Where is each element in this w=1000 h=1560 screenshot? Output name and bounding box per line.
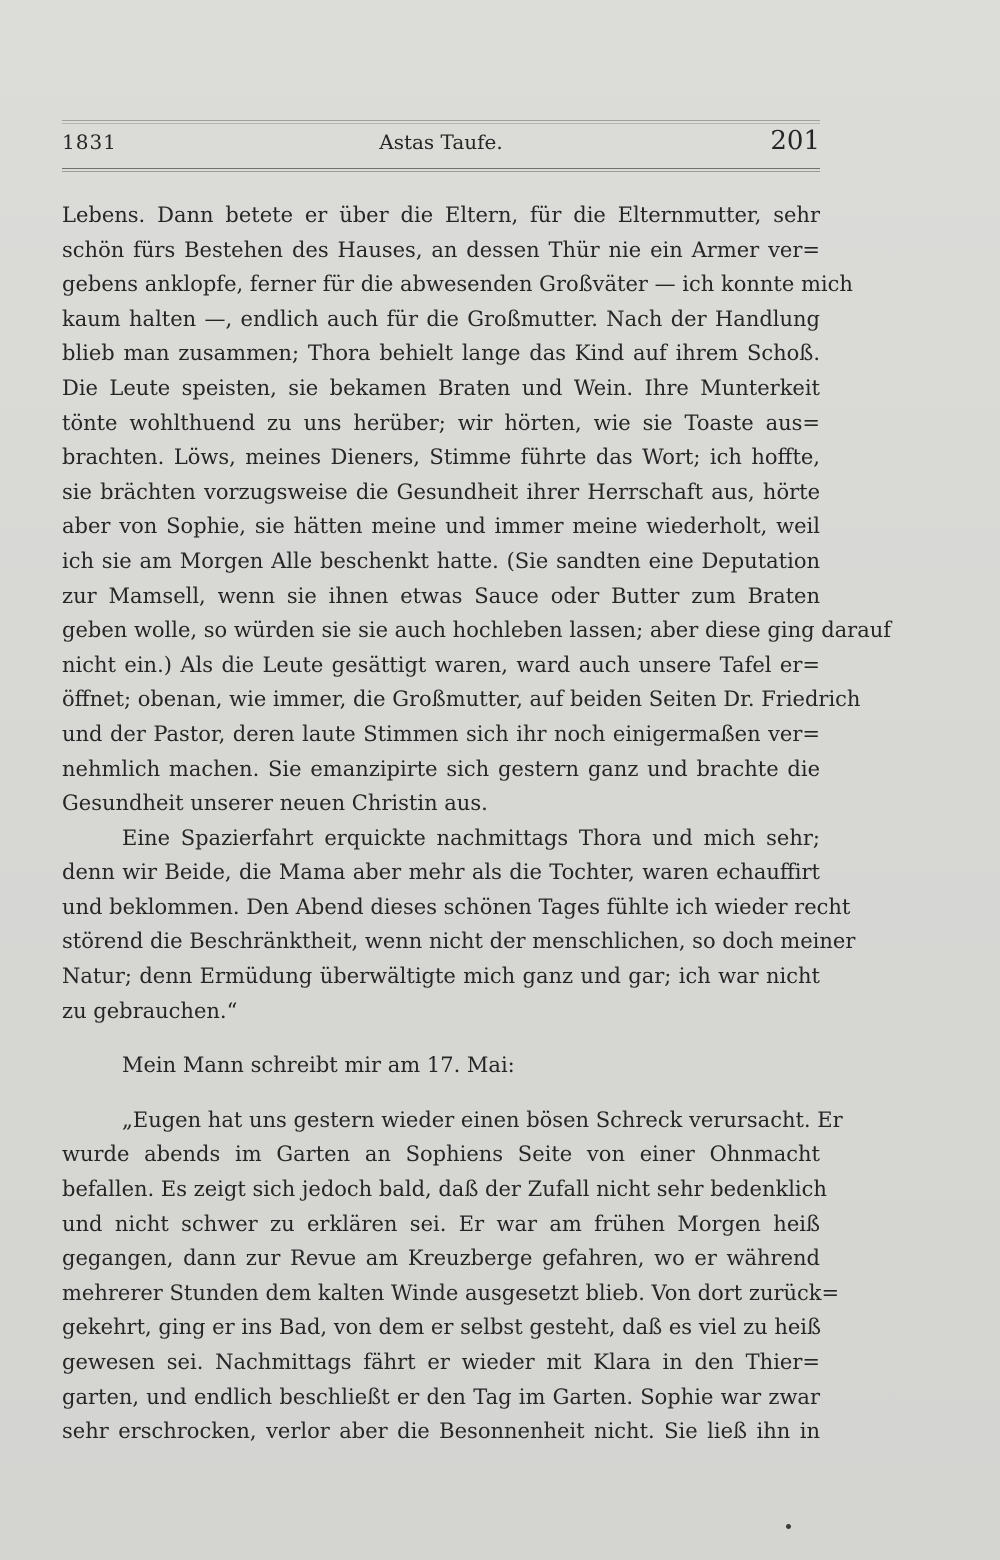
text-line: wurde abends im Garten an Sophiens Seite von einer Ohnmacht: [62, 1142, 820, 1167]
text-line: denn wir Beide, die Mama aber mehr als die Tochter, waren echauffirt: [62, 860, 820, 885]
text-line: befallen. Es zeigt sich jedoch bald, daß der Zufall nicht sehr bedenklich: [62, 1177, 827, 1202]
header-rule-bottom-inner: [62, 171, 820, 172]
text-line: Eine Spazierfahrt erquickte nachmittags Thora und mich sehr;: [122, 825, 820, 850]
text-line: Die Leute speisten, sie bekamen Braten und Wein. Ihre Munterkeit: [62, 375, 820, 400]
text-line: aber von Sophie, sie hätten meine und immer meine wiederholt, weil: [62, 514, 820, 539]
text-line: gebens anklopfe, ferner für die abwesenden Großväter — ich konnte mich: [62, 272, 853, 297]
text-line: und nicht schwer zu erklären sei. Er war am frühen Morgen heiß: [62, 1211, 820, 1236]
text-line: Lebens. Dann betete er über die Eltern, für die Elternmutter, sehr: [62, 203, 820, 227]
text-line: „Eugen hat uns gestern wieder einen bösen Schreck verursacht. Er: [122, 1107, 843, 1132]
text-line: und beklommen. Den Abend dieses schönen Tages fühlte ich wieder recht: [62, 894, 851, 919]
header-rule-top: [62, 120, 820, 121]
paragraph: [62, 821, 856, 1029]
header-rule-top-inner: [62, 123, 820, 124]
header-title: Astas Taufe.: [379, 130, 503, 154]
text-line: und der Pastor, deren laute Stimmen sich ihr noch einigermaßen ver=: [62, 721, 820, 746]
text-line: nehmlich machen. Sie emanzipirte sich gestern ganz und brachte die: [62, 756, 820, 781]
ink-speck: [786, 1524, 791, 1529]
text-line: öffnet; obenan, wie immer, die Großmutter, auf beiden Seiten Dr. Friedrich: [62, 687, 861, 712]
body-text: [62, 198, 892, 1449]
text-line: schön fürs Bestehen des Hauses, an dessen Thür nie ein Armer ver=: [62, 237, 820, 262]
text-line: nicht ein.) Als die Leute gesättigt waren, ward auch unsere Tafel er=: [62, 652, 820, 677]
text-line: kaum halten —, endlich auch für die Großmutter. Nach der Handlung: [62, 306, 820, 331]
text-line: zu gebrauchen.“: [62, 998, 238, 1023]
paragraph: [62, 1103, 843, 1449]
text-line: sehr erschrocken, verlor aber die Besonnenheit nicht. Sie ließ ihn in: [62, 1419, 820, 1444]
text-line: Natur; denn Ermüdung überwältigte mich ganz und gar; ich war nicht: [62, 964, 820, 989]
running-header: [62, 126, 820, 166]
text-line: brachten. Löws, meines Dieners, Stimme führte das Wort; ich hoffte,: [62, 445, 820, 470]
text-line: mehrerer Stunden dem kalten Winde ausgesetzt blieb. Von dort zurück=: [62, 1280, 840, 1305]
header-rule-bottom: [62, 168, 820, 169]
text-line: gewesen sei. Nachmittags fährt er wieder mit Klara in den Thier=: [62, 1350, 820, 1374]
text-line: Mein Mann schreibt mir am 17. Mai:: [122, 1053, 515, 1078]
paragraph-spacer: [62, 1083, 820, 1103]
text-line: sie brächten vorzugsweise die Gesundheit ihrer Herrschaft aus, hörte: [62, 479, 820, 504]
page-number: 201: [770, 126, 820, 156]
paragraph-spacer: [62, 1028, 820, 1048]
paragraph: [62, 198, 892, 821]
text-line: störend die Beschränktheit, wenn nicht der menschlichen, so doch meiner: [62, 929, 856, 954]
text-line: tönte wohlthuend zu uns herüber; wir hörten, wie sie Toaste aus=: [62, 410, 820, 435]
text-line: Gesundheit unserer neuen Christin aus.: [62, 791, 488, 816]
text-line: blieb man zusammen; Thora behielt lange das Kind auf ihrem Schoß.: [62, 341, 820, 366]
text-line: gegangen, dann zur Revue am Kreuzberge gefahren, wo er während: [62, 1246, 820, 1271]
text-line: ich sie am Morgen Alle beschenkt hatte. (Sie sandten eine Deputation: [62, 548, 820, 573]
header-year: 1831: [62, 130, 117, 154]
text-line: geben wolle, so würden sie sie auch hochleben lassen; aber diese ging darauf: [62, 618, 892, 643]
text-line: gekehrt, ging er ins Bad, von dem er selbst gesteht, daß es viel zu heiß: [62, 1315, 822, 1340]
text-line: zur Mamsell, wenn sie ihnen etwas Sauce oder Butter zum Braten: [62, 583, 820, 608]
paragraph: [62, 1048, 820, 1083]
text-line: garten, und endlich beschließt er den Tag im Garten. Sophie war zwar: [62, 1384, 820, 1409]
